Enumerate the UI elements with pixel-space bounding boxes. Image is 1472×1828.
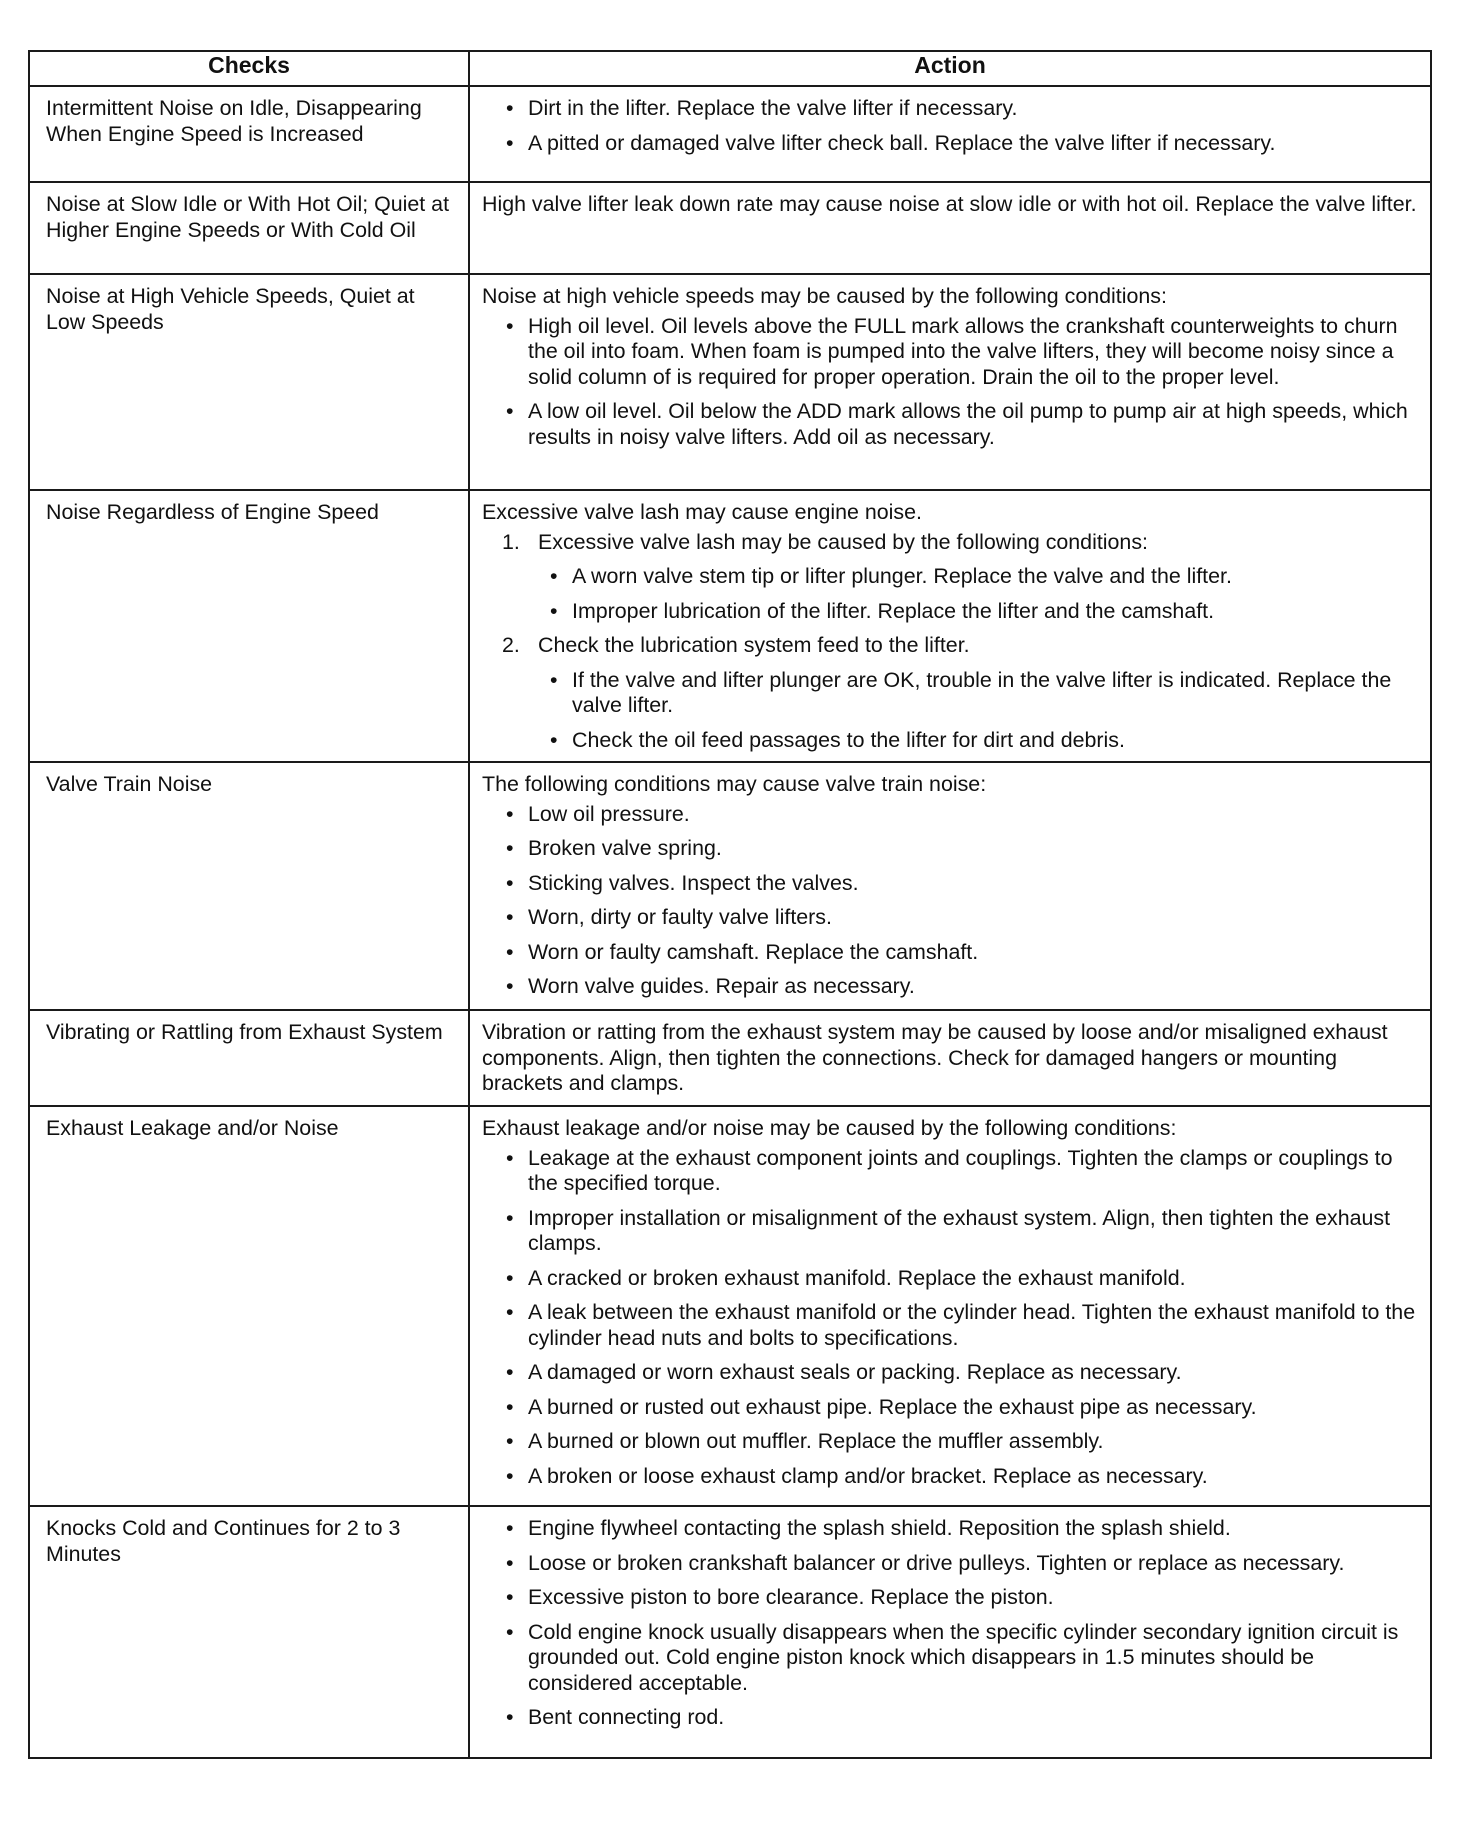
table-row <box>29 1106 1431 1506</box>
check-cell: Intermittent Noise on Idle, Disappearing When Engine Speed is Increased <box>29 86 469 182</box>
step-bullets <box>538 564 1418 624</box>
check-cell: Valve Train Noise <box>29 762 469 1010</box>
list-item: • Worn or faulty camshaft. Replace the camshaft. <box>482 940 1418 966</box>
table-row <box>29 182 1431 274</box>
check-cell: Knocks Cold and Continues for 2 to 3 Minutes <box>29 1506 469 1758</box>
list-item: • Engine flywheel contacting the splash shield. Reposition the splash shield. <box>482 1516 1418 1542</box>
step-item <box>482 530 1418 625</box>
action-bullets <box>482 96 1418 156</box>
action-cell <box>469 1506 1431 1758</box>
step-text: Excessive valve lash may be caused by the following conditions: <box>538 529 1148 554</box>
numbered-steps <box>482 530 1418 754</box>
list-item: • Bent connecting rod. <box>482 1705 1418 1731</box>
action-intro: Exhaust leakage and/or noise may be caused by the following conditions: <box>482 1116 1177 1140</box>
table-row <box>29 1506 1431 1758</box>
check-cell: Noise at High Vehicle Speeds, Quiet at Low Speeds <box>29 274 469 490</box>
list-item: • A burned or rusted out exhaust pipe. Replace the exhaust pipe as necessary. <box>482 1395 1418 1421</box>
list-item: • Worn valve guides. Repair as necessary. <box>482 974 1418 1000</box>
list-item: • High oil level. Oil levels above the FULL mark allows the crankshaft counterweights to churn the oil into foam. When foam is pumped into the valve lifters, they will become noisy since a solid column of is required for proper operation. Drain the oil to the proper level. <box>482 314 1418 391</box>
table-row <box>29 274 1431 490</box>
action-cell <box>469 86 1431 182</box>
check-cell: Vibrating or Rattling from Exhaust System <box>29 1010 469 1106</box>
action-cell <box>469 274 1431 490</box>
list-item: • Leakage at the exhaust component joints and couplings. Tighten the clamps or couplings to the specified torque. <box>482 1146 1418 1197</box>
list-item: • Improper installation or misalignment of the exhaust system. Align, then tighten the exhaust clamps. <box>482 1206 1418 1257</box>
list-item: • If the valve and lifter plunger are OK, trouble in the valve lifter is indicated. Replace the valve lifter. <box>538 668 1418 719</box>
list-item: • Excessive piston to bore clearance. Replace the piston. <box>482 1585 1418 1611</box>
step-bullets <box>538 668 1418 754</box>
column-header-checks: Checks <box>29 51 469 86</box>
step-item <box>482 633 1418 753</box>
action-bullets <box>482 1516 1418 1731</box>
action-text: Vibration or ratting from the exhaust system may be caused by loose and/or misaligned exhaust components. Align, then tighten the connections. Check for damaged hangers or mounting brackets and clamps. <box>482 1020 1388 1095</box>
table-row <box>29 762 1431 1010</box>
step-number: 1. <box>502 529 520 554</box>
action-intro: The following conditions may cause valve train noise: <box>482 772 987 796</box>
list-item: • A broken or loose exhaust clamp and/or bracket. Replace as necessary. <box>482 1464 1418 1490</box>
action-bullets <box>482 314 1418 451</box>
action-bullets <box>482 1146 1418 1490</box>
list-item: • A cracked or broken exhaust manifold. Replace the exhaust manifold. <box>482 1266 1418 1292</box>
list-item: • A leak between the exhaust manifold or the cylinder head. Tighten the exhaust manifold to the cylinder head nuts and bolts to specifications. <box>482 1300 1418 1351</box>
list-item: • A worn valve stem tip or lifter plunger. Replace the valve and the lifter. <box>538 564 1418 590</box>
action-intro: Noise at high vehicle speeds may be caused by the following conditions: <box>482 284 1167 308</box>
list-item: • A burned or blown out muffler. Replace the muffler assembly. <box>482 1429 1418 1455</box>
list-item: • Dirt in the lifter. Replace the valve lifter if necessary. <box>482 96 1418 122</box>
list-item: • A damaged or worn exhaust seals or packing. Replace as necessary. <box>482 1360 1418 1386</box>
column-header-action: Action <box>469 51 1431 86</box>
step-text: Check the lubrication system feed to the lifter. <box>538 633 970 657</box>
list-item: • Cold engine knock usually disappears when the specific cylinder secondary ignition circuit is grounded out. Cold engine piston knock which disappears in 1.5 minutes should be considered acceptable. <box>482 1620 1418 1697</box>
list-item: • Worn, dirty or faulty valve lifters. <box>482 905 1418 931</box>
action-cell <box>469 490 1431 762</box>
action-cell <box>469 1106 1431 1506</box>
list-item: • Sticking valves. Inspect the valves. <box>482 871 1418 897</box>
step-number: 2. <box>502 633 520 657</box>
header-row <box>29 51 1431 86</box>
action-cell <box>469 762 1431 1010</box>
list-item: • Check the oil feed passages to the lifter for dirt and debris. <box>538 728 1418 754</box>
list-item: • Broken valve spring. <box>482 836 1418 862</box>
list-item: • Improper lubrication of the lifter. Replace the lifter and the camshaft. <box>538 599 1418 625</box>
table-row <box>29 1010 1431 1106</box>
list-item: • Loose or broken crankshaft balancer or drive pulleys. Tighten or replace as necessary. <box>482 1551 1418 1577</box>
check-cell: Noise at Slow Idle or With Hot Oil; Quiet at Higher Engine Speeds or With Cold Oil <box>29 182 469 274</box>
table-row <box>29 86 1431 182</box>
action-intro: Excessive valve lash may cause engine noise. <box>482 500 922 524</box>
check-cell: Exhaust Leakage and/or Noise <box>29 1106 469 1506</box>
action-cell <box>469 1010 1431 1106</box>
table-row <box>29 490 1431 762</box>
action-bullets <box>482 802 1418 1000</box>
list-item: • A pitted or damaged valve lifter check ball. Replace the valve lifter if necessary. <box>482 131 1418 157</box>
check-cell: Noise Regardless of Engine Speed <box>29 490 469 762</box>
action-cell <box>469 182 1431 274</box>
diagnostic-table <box>28 50 1432 1759</box>
list-item: • A low oil level. Oil below the ADD mark allows the oil pump to pump air at high speeds, which results in noisy valve lifters. Add oil as necessary. <box>482 399 1418 450</box>
list-item: • Low oil pressure. <box>482 802 1418 828</box>
action-text: High valve lifter leak down rate may cause noise at slow idle or with hot oil. Replace the valve lifter. <box>482 192 1417 216</box>
